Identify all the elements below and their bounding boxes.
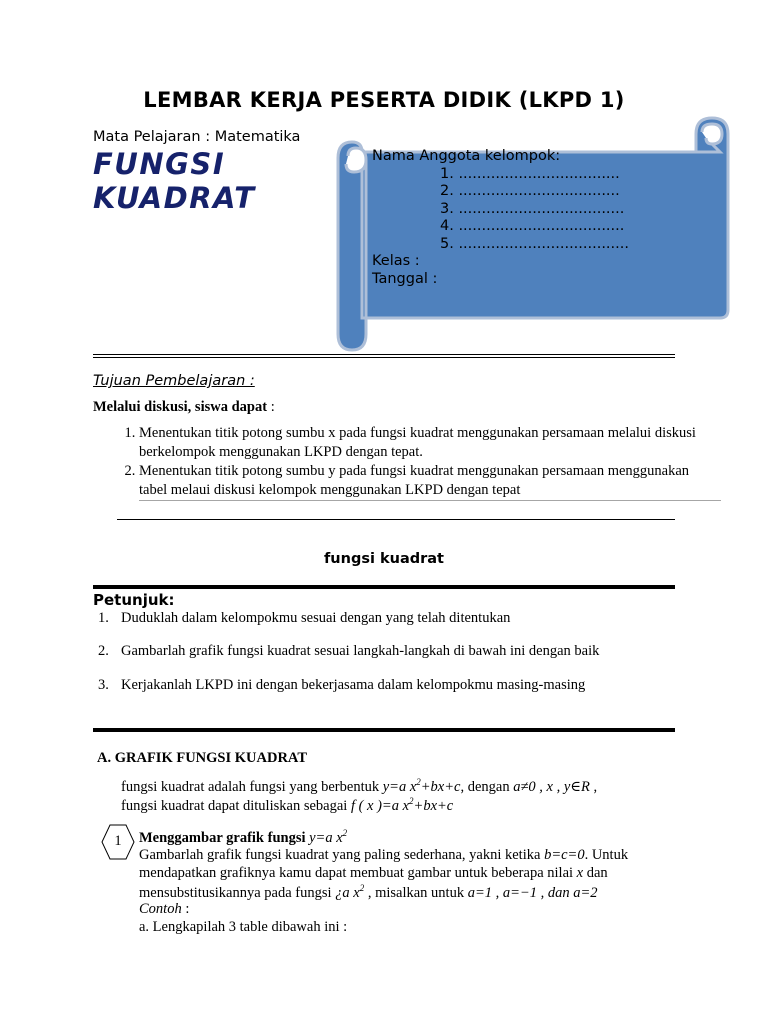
exponent: 2 — [409, 796, 414, 806]
instruction-item-3 — [98, 677, 585, 694]
quadratic-formula-tail: +bx+c — [420, 779, 461, 795]
instruction-text: Duduklah dalam kelompokmu sesuai dengan yang telah ditentukan — [121, 610, 511, 626]
step1-title — [139, 828, 347, 847]
exponent: 2 — [416, 777, 421, 787]
objectives-intro-bold: Melalui diskusi, siswa dapat — [93, 399, 268, 415]
example-label — [139, 901, 189, 918]
objectives-heading: Tujuan Pembelajaran : — [93, 373, 255, 389]
condition-formula: a≠0 , x , y∈R — [513, 779, 590, 795]
instructions-thick-rule — [93, 728, 675, 732]
section-title: fungsi kuadrat — [324, 551, 444, 567]
step1-text-mid: , misalkan untuk — [364, 885, 468, 901]
objectives-divider — [117, 519, 675, 520]
section-thick-rule — [93, 585, 675, 589]
topic-title-line1: FUNGSI — [93, 147, 226, 181]
instruction-number: 2. — [98, 643, 109, 659]
step1-line-2 — [139, 865, 608, 882]
step1-variable: x — [576, 865, 584, 881]
step1-line-3 — [139, 883, 597, 902]
step1-line-1 — [139, 847, 628, 864]
objectives-list — [93, 424, 714, 500]
definition-text: fungsi kuadrat adalah fungsi yang berbentuk — [121, 779, 383, 795]
class-field[interactable]: Kelas : — [372, 253, 420, 269]
topic-title — [93, 147, 255, 215]
objective-item: 1. Menentukan titik potong sumbu x pada fungsi kuadrat menggunakan persamaan melalui diskusi berkelompok menggunakan LKPD dengan tepat. — [139, 424, 714, 462]
group-info-panel — [372, 148, 629, 288]
instruction-number: 1. — [98, 610, 109, 626]
definition-line-1 — [121, 777, 597, 796]
step1-text: mensubstitusikannya pada fungsi — [139, 885, 336, 901]
definition-text: fungsi kuadrat dapat dituliskan sebagai — [121, 798, 351, 814]
instruction-text: Kerjakanlah LKPD ini dengan bekerjasama dalam kelompokmu masing-masing — [121, 677, 586, 693]
example-colon: : — [181, 901, 190, 917]
function-notation: f ( x )=a x — [350, 798, 410, 814]
step-badge-number: 1 — [114, 833, 122, 849]
member-line-1[interactable]: 1. ................................... — [440, 165, 620, 182]
exponent: 2 — [359, 883, 365, 893]
topic-title-line2: KUADRAT — [93, 181, 256, 215]
step1-text-end: dan — [583, 865, 608, 881]
section-a-heading: A. GRAFIK FUNGSI KUADRAT — [97, 750, 307, 766]
member-line-3[interactable]: 3. .................................... — [440, 200, 625, 217]
step1-text: mendapatkan grafiknya kamu dapat membuat gambar untuk beberapa nilai — [139, 865, 577, 881]
group-members-heading: Nama Anggota kelompok: — [372, 148, 561, 164]
step1-title-text: Menggambar grafik fungsi — [139, 830, 310, 846]
date-field[interactable]: Tanggal : — [372, 270, 438, 287]
step1-values: a=1 , a=−1 , dan a=2 — [467, 885, 598, 901]
page-title: LEMBAR KERJA PESERTA DIDIK (LKPD 1) — [143, 88, 625, 112]
sub-instruction-a: a. Lengkapilah 3 table dibawah ini : — [139, 919, 348, 935]
header-divider-bottom — [93, 357, 675, 358]
example-word: Contoh — [139, 901, 182, 917]
step1-formula: y=a x — [309, 830, 343, 846]
objectives-intro-tail: : — [267, 399, 275, 415]
function-notation-tail: +bx+c — [413, 798, 454, 814]
instruction-item-1 — [98, 610, 510, 627]
step1-text: Gambarlah grafik fungsi kuadrat yang paling sederhana, yakni ketika — [139, 847, 545, 863]
member-line-5[interactable]: 5. ..................................... — [440, 235, 629, 252]
subject-label: Mata Pelajaran : Matematika — [93, 129, 301, 145]
objectives-intro — [93, 399, 275, 416]
step1-text-end: . Untuk — [584, 847, 629, 863]
instructions-heading: Petunjuk: — [93, 591, 175, 609]
step1-function: ¿a x — [335, 885, 360, 901]
member-line-2[interactable]: 2. ................................... — [440, 183, 620, 199]
step1-condition: b=c=0 — [544, 847, 585, 863]
header-divider-top — [93, 354, 675, 355]
definition-end: , — [589, 779, 598, 795]
instruction-number: 3. — [98, 677, 109, 693]
instruction-item-2 — [98, 643, 599, 660]
definition-line-2 — [121, 796, 453, 815]
exponent: 2 — [342, 828, 348, 838]
objective-item: 2. Menentukan titik potong sumbu y pada fungsi kuadrat menggunakan persamaan menggunakan tabel melaui diskusi kelompok menggunakan LKPD dengan tepat — [139, 462, 714, 500]
member-line-4[interactable]: 4. .................................... — [440, 218, 625, 234]
instruction-text: Gambarlah grafik fungsi kuadrat sesuai langkah-langkah di bawah ini dengan baik — [121, 643, 600, 659]
objectives-gray-rule — [139, 500, 721, 501]
quadratic-formula: y=a x — [382, 779, 417, 795]
definition-mid: , dengan — [460, 779, 514, 795]
